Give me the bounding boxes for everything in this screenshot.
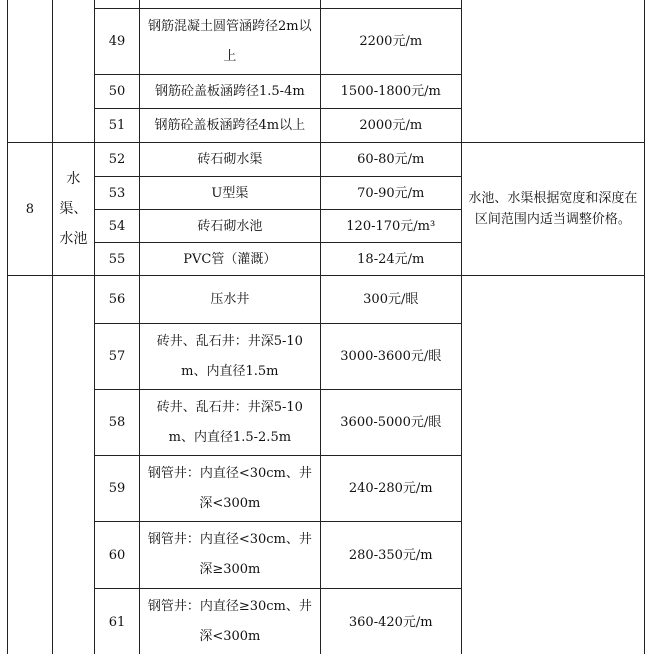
item-index-cell [95, 0, 140, 9]
item-index-cell: 59 [95, 456, 140, 522]
item-index-cell: 52 [95, 143, 140, 177]
item-name-cell: 砖井、乱石井：井深5-10m、内直径1.5m [139, 324, 320, 390]
table-row [8, 143, 645, 177]
item-price-cell: 280-350元/m [320, 522, 461, 589]
item-name-cell: 钢管井：内直径≥30cm、井深<300m [139, 589, 320, 654]
item-index-cell: 57 [95, 324, 140, 390]
group-note-cell: 水池、水渠根据宽度和深度在区间范围内适当调整价格。 [461, 143, 644, 276]
item-price-cell: 3000-3600元/眼 [320, 324, 461, 390]
item-index-cell: 49 [95, 9, 140, 75]
item-price-cell: 300元/眼 [320, 276, 461, 324]
item-name-cell: 钢管井：内直径<30cm、井深<300m [139, 456, 320, 522]
group-note-cell [461, 276, 644, 654]
item-name-cell: U型渠 [139, 177, 320, 210]
table-row [8, 0, 645, 9]
group-category-cell [52, 143, 94, 276]
item-index-cell: 54 [95, 210, 140, 243]
item-price-cell: 360-420元/m [320, 589, 461, 654]
item-price-cell: 18-24元/m [320, 243, 461, 276]
item-name-cell: 钢筋砼盖板涵跨径4m以上 [139, 109, 320, 143]
item-price-cell [320, 0, 461, 9]
item-index-cell: 51 [95, 109, 140, 143]
item-price-cell: 3600-5000元/眼 [320, 390, 461, 456]
item-price-cell: 2200元/m [320, 9, 461, 75]
group-category-cell [52, 276, 94, 654]
item-name-cell: PVC管（灌溉） [139, 243, 320, 276]
item-price-cell: 60-80元/m [320, 143, 461, 177]
item-price-cell: 70-90元/m [320, 177, 461, 210]
group-number-cell [8, 276, 53, 654]
item-index-cell: 55 [95, 243, 140, 276]
item-name-cell: 钢筋砼盖板涵跨径1.5-4m [139, 75, 320, 109]
item-price-cell: 2000元/m [320, 109, 461, 143]
item-index-cell: 50 [95, 75, 140, 109]
item-name-cell: 压水井 [139, 276, 320, 324]
group-category-cell [52, 0, 94, 143]
item-name-cell: 钢管井：内直径<30cm、井深≥300m [139, 522, 320, 589]
item-name-cell [139, 0, 320, 9]
table-row [8, 276, 645, 324]
group-category-label: 水渠、水池 [59, 171, 88, 247]
item-name-cell: 砖石砌水渠 [139, 143, 320, 177]
item-name-cell: 砖井、乱石井：井深5-10m、内直径1.5-2.5m [139, 390, 320, 456]
item-name-cell: 钢筋混凝土圆管涵跨径2m以上 [139, 9, 320, 75]
item-index-cell: 60 [95, 522, 140, 589]
compensation-price-table [7, 0, 645, 654]
item-index-cell: 61 [95, 589, 140, 654]
group-number-cell [8, 0, 53, 143]
item-index-cell: 53 [95, 177, 140, 210]
group-number-cell: 8 [8, 143, 53, 276]
group-note-cell [461, 0, 644, 143]
item-price-cell: 240-280元/m [320, 456, 461, 522]
item-index-cell: 58 [95, 390, 140, 456]
item-price-cell: 120-170元/m³ [320, 210, 461, 243]
item-index-cell: 56 [95, 276, 140, 324]
item-name-cell: 砖石砌水池 [139, 210, 320, 243]
item-price-cell: 1500-1800元/m [320, 75, 461, 109]
